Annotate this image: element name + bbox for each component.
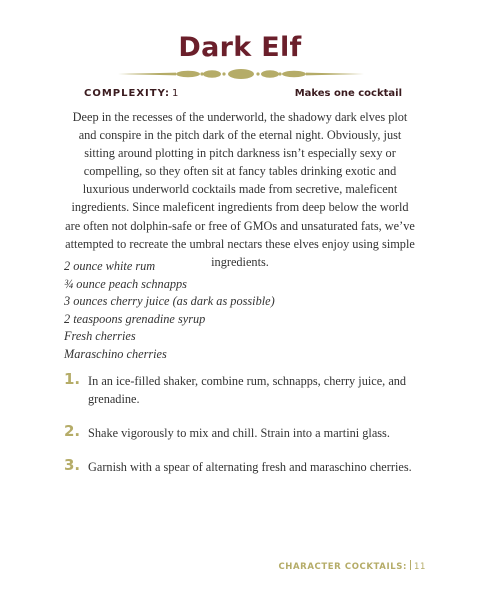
footer-section-title: CHARACTER COCKTAILS: (278, 562, 407, 572)
recipe-intro: Deep in the recesses of the underworld, the shadowy dark elves plot and conspire in the pitch dark of the eternal night. Obviously, just sitting around plotting in pitch darkness isn’t especially sexy or compelling, so they often sit at fancy tables drinking exotic and luxurious underworld cocktails made from secretive, maleficent ingredients. Since maleficent ingredients from deep below the world are often not dolphin-safe or free of GMOs and unsaturated fats, we’ve attempted to recreate the umbral nectars these elves enjoy using simple ingredients. (65, 110, 415, 269)
complexity-label: COMPLEXITY: (84, 88, 170, 99)
step-item (64, 424, 420, 442)
recipe-meta (84, 88, 402, 104)
step-item (64, 458, 420, 476)
ingredient-item: ¾ ounce peach schnapps (64, 276, 187, 291)
ingredient-item: 2 ounce white rum (64, 259, 156, 273)
ornamental-divider (116, 66, 366, 82)
ingredient-item: Fresh cherries (64, 329, 136, 344)
serving-size: Makes one cocktail (294, 88, 402, 99)
step-list (64, 372, 420, 476)
ingredient-item: 3 ounces cherry juice (as dark as possible) (64, 294, 275, 309)
footer-separator (410, 560, 411, 570)
step-text: Shake vigorously to mix and chill. Strain into a martini glass. (88, 426, 390, 440)
step-text: In an ice-filled shaker, combine rum, schnapps, cherry juice, and grenadine. (88, 374, 407, 406)
ingredient-item: 2 teaspoons grenadine syrup (64, 311, 206, 326)
ingredient-item: Maraschino cherries (64, 346, 167, 361)
step-item (64, 372, 420, 408)
page-footer (278, 560, 426, 574)
ingredient-list (64, 258, 424, 364)
step-number: 3. (64, 456, 81, 474)
recipe-title: Dark Elf (178, 32, 302, 63)
page-number: 11 (413, 562, 426, 572)
step-number: 2. (64, 422, 81, 440)
step-number: 1. (64, 370, 81, 388)
step-text: Garnish with a spear of alternating fresh and maraschino cherries. (88, 460, 412, 474)
complexity-value: 1 (172, 88, 179, 99)
